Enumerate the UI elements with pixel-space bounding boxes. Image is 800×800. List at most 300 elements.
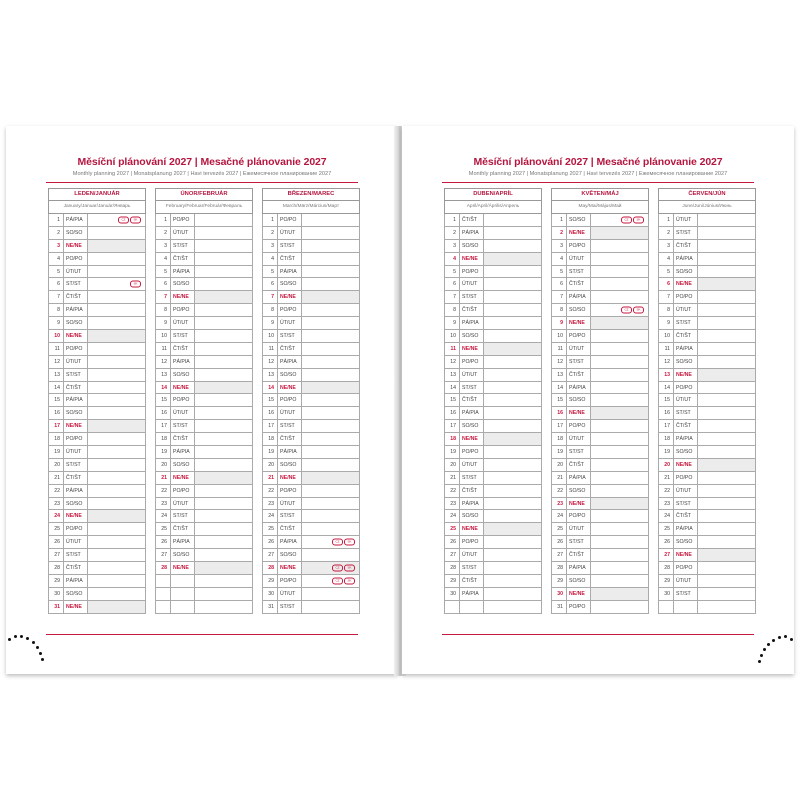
day-row <box>658 253 756 266</box>
weekday-abbrev: ČT/ŠT <box>63 472 88 484</box>
note-cell <box>484 575 541 587</box>
day-row <box>262 446 360 459</box>
day-number: 9 <box>667 320 670 327</box>
day-row <box>155 601 253 614</box>
day-number: 10 <box>450 332 456 339</box>
day-number: 16 <box>268 410 274 417</box>
day-row <box>48 549 146 562</box>
weekday-abbrev: SO/SO <box>673 446 698 458</box>
left-page-subtitle: Monthly planning 2027 | Monatsplanung 2027 | Havi tervezés 2027 | Ежемесячное планирование 2027 <box>72 171 332 177</box>
day-row <box>658 382 756 395</box>
note-cell <box>302 369 359 381</box>
holiday-flag-icon: SK <box>344 539 355 546</box>
month-column <box>444 188 542 614</box>
weekday-abbrev: PÁ/PIA <box>170 446 195 458</box>
note-cell <box>302 433 359 445</box>
day-number: 27 <box>268 552 274 559</box>
day-number: 11 <box>557 345 563 352</box>
day-row <box>48 472 146 485</box>
day-number: 23 <box>557 500 563 507</box>
note-cell <box>195 407 252 419</box>
note-cell <box>302 485 359 497</box>
weekday-abbrev: ÚT/UT <box>673 214 698 226</box>
note-cell <box>484 343 541 355</box>
weekday-abbrev: PÁ/PIA <box>566 382 591 394</box>
note-cell <box>591 562 648 574</box>
day-number: 1 <box>667 216 670 223</box>
day-number: 25 <box>664 526 670 533</box>
note-cell <box>195 240 252 252</box>
day-row <box>48 317 146 330</box>
weekday-abbrev: PO/PO <box>170 394 195 406</box>
day-row <box>444 343 542 356</box>
note-cell <box>88 433 145 445</box>
note-cell <box>88 510 145 522</box>
weekday-abbrev: SO/SO <box>277 278 302 290</box>
note-cell <box>484 394 541 406</box>
holiday-flag-icon: SK <box>344 564 355 571</box>
holiday-flag-icon: CZ <box>621 216 632 223</box>
note-cell <box>698 407 755 419</box>
day-row <box>48 575 146 588</box>
day-number: 3 <box>164 242 167 249</box>
weekday-abbrev: NE/NE <box>277 382 302 394</box>
note-cell <box>302 459 359 471</box>
day-row <box>155 253 253 266</box>
day-number: 30 <box>557 590 563 597</box>
weekday-abbrev: PÁ/PIA <box>63 485 88 497</box>
note-cell <box>88 601 145 613</box>
weekday-abbrev: NE/NE <box>459 433 484 445</box>
day-row <box>658 459 756 472</box>
weekday-abbrev: PO/PO <box>277 214 302 226</box>
note-cell <box>195 278 252 290</box>
note-cell <box>195 575 252 587</box>
day-row <box>155 575 253 588</box>
note-cell <box>195 510 252 522</box>
day-number: 1 <box>271 216 274 223</box>
weekday-abbrev: SO/SO <box>170 549 195 561</box>
day-number: 2 <box>271 229 274 236</box>
weekday-abbrev: ST/ST <box>277 240 302 252</box>
weekday-abbrev: ČT/ŠT <box>459 304 484 316</box>
day-number: 4 <box>560 255 563 262</box>
note-cell <box>302 240 359 252</box>
day-number: 15 <box>664 397 670 404</box>
note-cell <box>302 472 359 484</box>
day-row <box>551 227 649 240</box>
day-number: 17 <box>54 423 60 430</box>
day-row <box>48 330 146 343</box>
day-row <box>551 601 649 614</box>
right-die-cut-dots <box>756 630 796 666</box>
note-cell <box>591 343 648 355</box>
day-number: 16 <box>161 410 167 417</box>
weekday-abbrev: ST/ST <box>673 407 698 419</box>
day-number: 6 <box>667 281 670 288</box>
note-cell <box>302 446 359 458</box>
day-row <box>155 394 253 407</box>
note-cell <box>591 369 648 381</box>
note-cell <box>484 266 541 278</box>
day-row <box>658 601 756 614</box>
day-number: 11 <box>161 345 167 352</box>
day-row <box>48 536 146 549</box>
weekday-abbrev: NE/NE <box>63 601 88 613</box>
day-number: 6 <box>57 281 60 288</box>
weekday-abbrev: PÁ/PIA <box>459 588 484 600</box>
day-number: 21 <box>557 474 563 481</box>
weekday-abbrev: ST/ST <box>170 510 195 522</box>
day-row <box>551 317 649 330</box>
note-cell <box>484 304 541 316</box>
note-cell <box>88 485 145 497</box>
month-name: LEDEN/JANUÁR <box>48 188 146 200</box>
day-number: 27 <box>450 552 456 559</box>
weekday-abbrev: SO/SO <box>170 369 195 381</box>
day-row <box>444 356 542 369</box>
note-cell <box>302 253 359 265</box>
weekday-abbrev: NE/NE <box>63 330 88 342</box>
note-cell <box>591 253 648 265</box>
note-cell <box>698 433 755 445</box>
note-cell <box>195 253 252 265</box>
weekday-abbrev: ST/ST <box>566 356 591 368</box>
day-number: 9 <box>164 320 167 327</box>
note-cell <box>195 420 252 432</box>
note-cell <box>302 510 359 522</box>
weekday-abbrev: PÁ/PIA <box>170 536 195 548</box>
weekday-abbrev <box>170 575 195 587</box>
note-cell <box>302 278 359 290</box>
month-translations: February/Februar/Február/Февраль <box>155 200 253 214</box>
day-number: 26 <box>268 539 274 546</box>
day-row <box>551 343 649 356</box>
note-cell <box>195 498 252 510</box>
day-row <box>155 240 253 253</box>
day-row <box>262 510 360 523</box>
day-number: 14 <box>557 384 563 391</box>
day-row <box>155 214 253 227</box>
weekday-abbrev: ČT/ŠT <box>459 575 484 587</box>
left-top-rule <box>46 182 358 183</box>
weekday-abbrev: SO/SO <box>63 588 88 600</box>
note-cell <box>195 472 252 484</box>
weekday-abbrev: ST/ST <box>459 382 484 394</box>
note-cell <box>484 356 541 368</box>
month-column <box>658 188 756 614</box>
day-number: 28 <box>664 564 670 571</box>
day-row <box>551 459 649 472</box>
note-cell <box>591 472 648 484</box>
day-number: 20 <box>450 461 456 468</box>
weekday-abbrev: SO/SO <box>673 266 698 278</box>
day-row <box>48 253 146 266</box>
weekday-abbrev: ST/ST <box>459 291 484 303</box>
day-row <box>155 291 253 304</box>
day-row <box>444 382 542 395</box>
note-cell <box>195 549 252 561</box>
weekday-abbrev: PÁ/PIA <box>566 472 591 484</box>
note-cell <box>698 485 755 497</box>
right-page-title: Měsíční plánování 2027 | Mesačné plánovanie 2027 <box>473 156 723 168</box>
note-cell <box>591 317 648 329</box>
weekday-abbrev: ČT/ŠT <box>170 343 195 355</box>
weekday-abbrev: ÚT/UT <box>170 498 195 510</box>
weekday-abbrev: ÚT/UT <box>566 343 591 355</box>
day-row <box>155 343 253 356</box>
right-bottom-rule <box>442 634 754 635</box>
day-row <box>48 343 146 356</box>
day-number: 5 <box>271 268 274 275</box>
day-number: 28 <box>450 564 456 571</box>
day-row <box>658 407 756 420</box>
day-row <box>551 304 649 317</box>
month-translations: January/Januar/Január/Январь <box>48 200 146 214</box>
weekday-abbrev: SO/SO <box>63 317 88 329</box>
note-cell <box>302 356 359 368</box>
day-row <box>658 369 756 382</box>
note-cell <box>195 433 252 445</box>
weekday-abbrev: PO/PO <box>673 382 698 394</box>
weekday-abbrev: ČT/ŠT <box>63 291 88 303</box>
note-cell <box>302 343 359 355</box>
weekday-abbrev: PO/PO <box>673 291 698 303</box>
note-cell <box>591 266 648 278</box>
weekday-abbrev: ČT/ŠT <box>566 459 591 471</box>
day-number: 4 <box>453 255 456 262</box>
day-row <box>262 575 360 588</box>
day-row <box>262 278 360 291</box>
note-cell <box>698 549 755 561</box>
weekday-abbrev: ÚT/UT <box>459 549 484 561</box>
note-cell <box>591 498 648 510</box>
day-number: 24 <box>664 513 670 520</box>
day-number: 19 <box>54 448 60 455</box>
day-number: 13 <box>54 371 60 378</box>
weekday-abbrev: NE/NE <box>63 420 88 432</box>
day-row <box>262 253 360 266</box>
note-cell <box>484 227 541 239</box>
day-row <box>658 446 756 459</box>
weekday-abbrev: PO/PO <box>170 304 195 316</box>
weekday-abbrev: NE/NE <box>673 549 698 561</box>
holiday-flags <box>332 564 355 571</box>
holiday-flag-icon: SK <box>344 577 355 584</box>
day-row <box>444 446 542 459</box>
weekday-abbrev: SO/SO <box>673 536 698 548</box>
weekday-abbrev: ČT/ŠT <box>566 369 591 381</box>
weekday-abbrev: PÁ/PIA <box>673 253 698 265</box>
weekday-abbrev: ST/ST <box>566 266 591 278</box>
day-number: 7 <box>57 294 60 301</box>
weekday-abbrev: SO/SO <box>566 394 591 406</box>
weekday-abbrev: NE/NE <box>277 562 302 574</box>
month-translations: March/März/Március/Март <box>262 200 360 214</box>
day-number: 25 <box>268 526 274 533</box>
day-row <box>444 459 542 472</box>
left-page-title: Měsíční plánování 2027 | Mesačné plánovanie 2027 <box>77 156 327 168</box>
weekday-abbrev: NE/NE <box>566 407 591 419</box>
left-page <box>6 126 398 674</box>
weekday-abbrev: ST/ST <box>566 446 591 458</box>
note-cell <box>591 575 648 587</box>
note-cell <box>484 601 541 613</box>
day-row <box>155 459 253 472</box>
day-number: 13 <box>557 371 563 378</box>
day-number: 8 <box>560 307 563 314</box>
note-cell <box>88 317 145 329</box>
day-number: 10 <box>161 332 167 339</box>
note-cell <box>698 601 755 613</box>
note-cell <box>88 382 145 394</box>
weekday-abbrev: PÁ/PIA <box>673 523 698 535</box>
note-cell <box>195 304 252 316</box>
note-cell <box>698 214 755 226</box>
day-number: 3 <box>453 242 456 249</box>
day-row <box>48 420 146 433</box>
day-row <box>48 446 146 459</box>
month-name: ÚNOR/FEBRUÁR <box>155 188 253 200</box>
day-row <box>551 382 649 395</box>
day-number: 26 <box>664 539 670 546</box>
note-cell <box>591 394 648 406</box>
day-row <box>155 304 253 317</box>
month-translations: April/April/Április/Апрель <box>444 200 542 214</box>
note-cell <box>591 278 648 290</box>
note-cell <box>302 407 359 419</box>
note-cell <box>195 382 252 394</box>
note-cell <box>698 343 755 355</box>
weekday-abbrev: PÁ/PIA <box>459 407 484 419</box>
note-cell <box>698 369 755 381</box>
note-cell <box>484 291 541 303</box>
day-row <box>48 407 146 420</box>
holiday-flag-icon: SK <box>633 216 644 223</box>
note-cell <box>88 588 145 600</box>
weekday-abbrev: NE/NE <box>566 227 591 239</box>
day-row <box>155 317 253 330</box>
note-cell <box>88 536 145 548</box>
day-number: 6 <box>271 281 274 288</box>
day-row <box>658 523 756 536</box>
day-number: 12 <box>268 358 274 365</box>
day-number: 13 <box>664 371 670 378</box>
day-number: 1 <box>453 216 456 223</box>
note-cell <box>698 227 755 239</box>
day-number: 23 <box>54 500 60 507</box>
day-number: 22 <box>557 487 563 494</box>
day-row <box>155 330 253 343</box>
day-row <box>48 459 146 472</box>
day-row <box>444 575 542 588</box>
day-row <box>155 485 253 498</box>
day-number: 5 <box>57 268 60 275</box>
day-row <box>48 278 146 291</box>
weekday-abbrev: ÚT/UT <box>63 266 88 278</box>
note-cell <box>484 485 541 497</box>
day-number: 20 <box>557 461 563 468</box>
day-row <box>551 485 649 498</box>
day-number: 17 <box>161 423 167 430</box>
day-row <box>155 498 253 511</box>
holiday-flag-icon: SK <box>130 216 141 223</box>
note-cell <box>591 291 648 303</box>
right-page-subtitle: Monthly planning 2027 | Monatsplanung 2027 | Havi tervezés 2027 | Ежемесячное планирование 2027 <box>468 171 728 177</box>
day-number: 20 <box>268 461 274 468</box>
day-number: 9 <box>271 320 274 327</box>
weekday-abbrev: SO/SO <box>566 214 591 226</box>
weekday-abbrev: PO/PO <box>566 330 591 342</box>
day-number: 29 <box>268 577 274 584</box>
weekday-abbrev: SO/SO <box>63 498 88 510</box>
weekday-abbrev: PO/PO <box>63 253 88 265</box>
day-number: 8 <box>164 307 167 314</box>
day-number: 22 <box>450 487 456 494</box>
day-row <box>262 330 360 343</box>
day-number: 1 <box>57 216 60 223</box>
note-cell <box>302 304 359 316</box>
weekday-abbrev: PO/PO <box>63 343 88 355</box>
day-row <box>262 498 360 511</box>
note-cell <box>88 343 145 355</box>
day-number: 9 <box>453 320 456 327</box>
day-number: 1 <box>164 216 167 223</box>
weekday-abbrev: ÚT/UT <box>63 536 88 548</box>
day-number: 7 <box>453 294 456 301</box>
note-cell <box>88 549 145 561</box>
weekday-abbrev: ČT/ŠT <box>170 433 195 445</box>
day-row <box>444 549 542 562</box>
day-row <box>155 446 253 459</box>
day-row <box>262 382 360 395</box>
weekday-abbrev: PO/PO <box>673 472 698 484</box>
day-row <box>658 240 756 253</box>
note-cell <box>302 394 359 406</box>
note-cell <box>484 446 541 458</box>
day-number: 29 <box>450 577 456 584</box>
weekday-abbrev: ST/ST <box>673 588 698 600</box>
note-cell <box>698 523 755 535</box>
day-row <box>155 562 253 575</box>
day-row <box>444 253 542 266</box>
day-number: 24 <box>557 513 563 520</box>
weekday-abbrev: ÚT/UT <box>459 459 484 471</box>
weekday-abbrev: ÚT/UT <box>277 227 302 239</box>
day-row <box>155 523 253 536</box>
day-number: 23 <box>450 500 456 507</box>
day-row <box>262 588 360 601</box>
day-row <box>551 407 649 420</box>
day-number: 22 <box>664 487 670 494</box>
day-number: 3 <box>271 242 274 249</box>
day-number: 5 <box>560 268 563 275</box>
weekday-abbrev: ČT/ŠT <box>459 394 484 406</box>
note-cell <box>195 330 252 342</box>
weekday-abbrev: PÁ/PIA <box>63 575 88 587</box>
day-row <box>444 472 542 485</box>
weekday-abbrev: NE/NE <box>566 588 591 600</box>
weekday-abbrev: SO/SO <box>170 459 195 471</box>
day-row <box>262 472 360 485</box>
day-row <box>48 382 146 395</box>
day-row <box>658 498 756 511</box>
day-row <box>155 356 253 369</box>
note-cell <box>302 420 359 432</box>
weekday-abbrev: SO/SO <box>566 485 591 497</box>
note-cell <box>591 227 648 239</box>
note-cell <box>484 562 541 574</box>
